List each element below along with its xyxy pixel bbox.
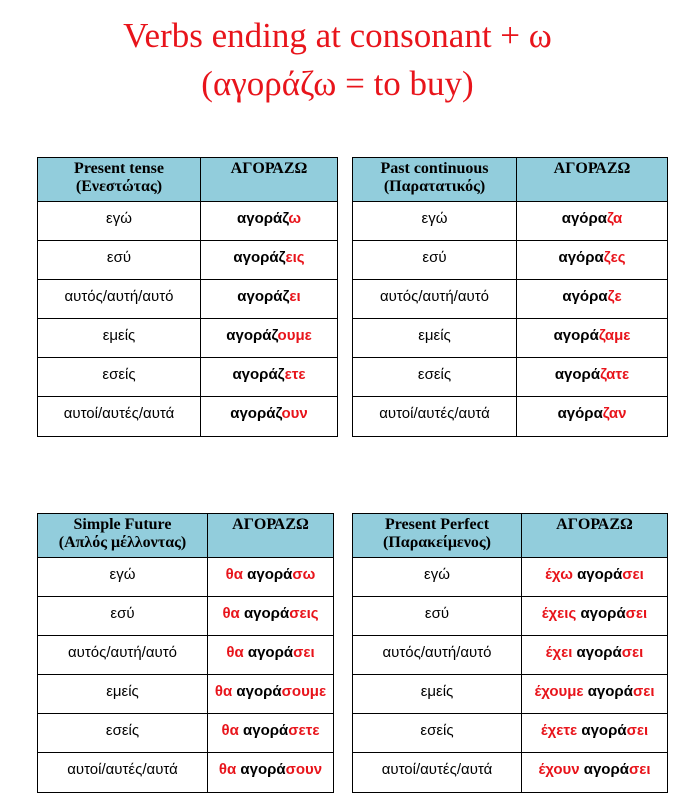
pronoun-cell: εσείς	[353, 714, 522, 753]
verb-form-cell	[208, 675, 334, 714]
table-row	[353, 397, 668, 437]
pronoun-cell: εμείς	[38, 675, 208, 714]
auxiliary: θα	[226, 644, 248, 661]
table-row	[38, 558, 334, 597]
table-row	[38, 241, 338, 280]
table-row	[38, 675, 334, 714]
verb-stem: αγορά	[554, 366, 601, 383]
verb-stem: αγόρα	[562, 288, 608, 305]
verb-form-cell	[517, 319, 668, 358]
simple-future-table	[37, 513, 334, 793]
verb-form-cell	[522, 558, 668, 597]
tense-greek-name: (Παρακείμενος)	[382, 534, 491, 551]
verb-ending: ετε	[284, 366, 306, 383]
verb-form-cell	[201, 397, 338, 437]
verb-form-cell	[517, 202, 668, 241]
table-row	[353, 753, 668, 793]
pronoun-cell: εσείς	[353, 358, 517, 397]
verb-stem: αγοράζ	[230, 405, 282, 422]
verb-ending: σω	[292, 566, 316, 583]
verb-header: ΑΓΟΡΑΖΩ	[208, 514, 334, 558]
tense-header	[353, 514, 522, 558]
verb-ending: σει	[621, 644, 644, 661]
table-row	[353, 675, 668, 714]
pronoun-cell: εγώ	[38, 558, 208, 597]
verb-form-cell	[201, 280, 338, 319]
pronoun-cell: εγώ	[38, 202, 201, 241]
verb-stem: αγοράζ	[237, 288, 290, 305]
pronoun-cell: εσείς	[38, 358, 201, 397]
verb-ending: σουν	[285, 761, 323, 778]
verb-stem: αγοράζ	[237, 210, 289, 227]
verb-ending: σεις	[289, 605, 319, 622]
tense-name: Present Perfect	[384, 516, 490, 533]
table-body	[38, 202, 338, 437]
verb-ending: σουμε	[281, 683, 327, 700]
pronoun-cell: εσείς	[38, 714, 208, 753]
verb-stem: αγορά	[243, 605, 290, 622]
verb-form-cell	[517, 241, 668, 280]
verb-ending: ω	[288, 210, 301, 227]
verb-ending: σει	[625, 605, 648, 622]
verb-ending: εις	[285, 249, 305, 266]
pronoun-cell: εσύ	[353, 597, 522, 636]
verb-stem: αγορά	[577, 566, 623, 583]
verb-form-cell	[208, 558, 334, 597]
pronoun-cell: αυτοί/αυτές/αυτά	[38, 753, 208, 793]
verb-ending: σει	[622, 566, 644, 583]
verb-stem: αγορά	[243, 722, 289, 739]
tense-greek-name: (Απλός μέλλοντας)	[58, 534, 187, 551]
table-row	[38, 280, 338, 319]
page-subtitle: (αγοράζω = to buy)	[201, 64, 474, 103]
verb-form-cell	[201, 202, 338, 241]
auxiliary: θα	[221, 722, 244, 739]
verb-form-cell	[208, 636, 334, 675]
table-row	[353, 558, 668, 597]
auxiliary: έχουμε	[534, 683, 588, 700]
verb-ending: ζες	[603, 249, 626, 266]
verb-header: ΑΓΟΡΑΖΩ	[517, 158, 668, 202]
table-row	[38, 636, 334, 675]
present-tense-table	[37, 157, 338, 437]
auxiliary: έχετε	[540, 722, 582, 739]
table-row	[38, 358, 338, 397]
present-perfect-table	[352, 513, 668, 793]
table-row	[353, 597, 668, 636]
verb-header: ΑΓΟΡΑΖΩ	[522, 514, 668, 558]
table-row	[353, 241, 668, 280]
pronoun-cell: εμείς	[353, 319, 517, 358]
table-row	[38, 753, 334, 793]
tense-header	[38, 158, 201, 202]
pronoun-cell: αυτός/αυτή/αυτό	[38, 280, 201, 319]
auxiliary: έχεις	[541, 605, 581, 622]
table-row	[38, 319, 338, 358]
tense-greek-name: (Ενεστώτας)	[75, 178, 163, 195]
verb-ending: ζε	[607, 288, 622, 305]
table-row	[353, 358, 668, 397]
pronoun-cell: εσύ	[38, 241, 201, 280]
auxiliary: θα	[222, 605, 244, 622]
table-body	[353, 202, 668, 437]
verb-stem: αγορά	[247, 566, 293, 583]
verb-ending: ζαν	[602, 405, 627, 422]
verb-form-cell	[522, 636, 668, 675]
tense-header	[38, 514, 208, 558]
verb-stem: αγορά	[236, 683, 282, 700]
verb-form-cell	[201, 319, 338, 358]
auxiliary: έχουν	[538, 761, 584, 778]
verb-ending: ουν	[281, 405, 308, 422]
verb-ending: σει	[626, 722, 649, 739]
pronoun-cell: εμείς	[38, 319, 201, 358]
verb-ending: ζα	[606, 210, 623, 227]
verb-stem: αγορά	[583, 761, 629, 778]
pronoun-cell: αυτοί/αυτές/αυτά	[353, 753, 522, 793]
pronoun-cell: εγώ	[353, 202, 517, 241]
verb-form-cell	[517, 280, 668, 319]
verb-ending: σει	[293, 644, 315, 661]
auxiliary: θα	[225, 566, 248, 583]
pronoun-cell: εγώ	[353, 558, 522, 597]
verb-form-cell	[208, 597, 334, 636]
table-row	[353, 714, 668, 753]
verb-form-cell	[522, 714, 668, 753]
verb-form-cell	[522, 597, 668, 636]
pronoun-cell: αυτοί/αυτές/αυτά	[38, 397, 201, 437]
table-row	[38, 714, 334, 753]
tense-name: Simple Future	[73, 516, 172, 533]
tense-greek-name: (Παρατατικός)	[383, 178, 486, 195]
pronoun-cell: εσύ	[353, 241, 517, 280]
verb-header: ΑΓΟΡΑΖΩ	[201, 158, 338, 202]
verb-ending: ουμε	[277, 327, 312, 344]
table-body	[38, 558, 334, 793]
page-title: Verbs ending at consonant + ω	[123, 16, 552, 55]
pronoun-cell: αυτός/αυτή/αυτό	[38, 636, 208, 675]
table-body	[353, 558, 668, 793]
pronoun-cell: αυτοί/αυτές/αυτά	[353, 397, 517, 437]
verb-form-cell	[517, 397, 668, 437]
verb-form-cell	[522, 675, 668, 714]
tense-name: Present tense	[74, 160, 164, 177]
table-row	[353, 636, 668, 675]
verb-form-cell	[208, 753, 334, 793]
verb-form-cell	[201, 241, 338, 280]
table-row	[353, 280, 668, 319]
verb-stem: αγορά	[587, 683, 633, 700]
verb-stem: αγόρα	[557, 405, 603, 422]
verb-ending: ζαμε	[598, 327, 631, 344]
table-row	[38, 202, 338, 241]
verb-stem: αγορά	[581, 722, 627, 739]
verb-ending: σει	[632, 683, 655, 700]
verb-stem: αγοράζ	[226, 327, 278, 344]
verb-stem: αγορά	[553, 327, 599, 344]
verb-stem: αγορά	[580, 605, 626, 622]
verb-form-cell	[208, 714, 334, 753]
pronoun-cell: εσύ	[38, 597, 208, 636]
table-row	[353, 319, 668, 358]
verb-ending: σετε	[288, 722, 320, 739]
verb-form-cell	[517, 358, 668, 397]
pronoun-cell: εμείς	[353, 675, 522, 714]
verb-ending: ζατε	[600, 366, 630, 383]
table-row	[353, 202, 668, 241]
verb-stem: αγόρα	[558, 249, 604, 266]
table-row	[38, 597, 334, 636]
verb-stem: αγοράζ	[232, 366, 285, 383]
verb-stem: αγόρα	[561, 210, 607, 227]
verb-ending: σει	[628, 761, 651, 778]
pronoun-cell: αυτός/αυτή/αυτό	[353, 636, 522, 675]
tense-name: Past continuous	[380, 160, 489, 177]
past-continuous-table	[352, 157, 668, 437]
pronoun-cell: αυτός/αυτή/αυτό	[353, 280, 517, 319]
verb-form-cell	[522, 753, 668, 793]
verb-form-cell	[201, 358, 338, 397]
verb-ending: ει	[289, 288, 301, 305]
verb-stem: αγορά	[576, 644, 622, 661]
table-row	[38, 397, 338, 437]
tense-header	[353, 158, 517, 202]
auxiliary: θα	[214, 683, 237, 700]
verb-stem: αγοράζ	[233, 249, 286, 266]
auxiliary: έχω	[545, 566, 578, 583]
auxiliary: έχει	[545, 644, 577, 661]
auxiliary: θα	[218, 761, 241, 778]
verb-stem: αγορά	[247, 644, 294, 661]
verb-stem: αγορά	[240, 761, 286, 778]
